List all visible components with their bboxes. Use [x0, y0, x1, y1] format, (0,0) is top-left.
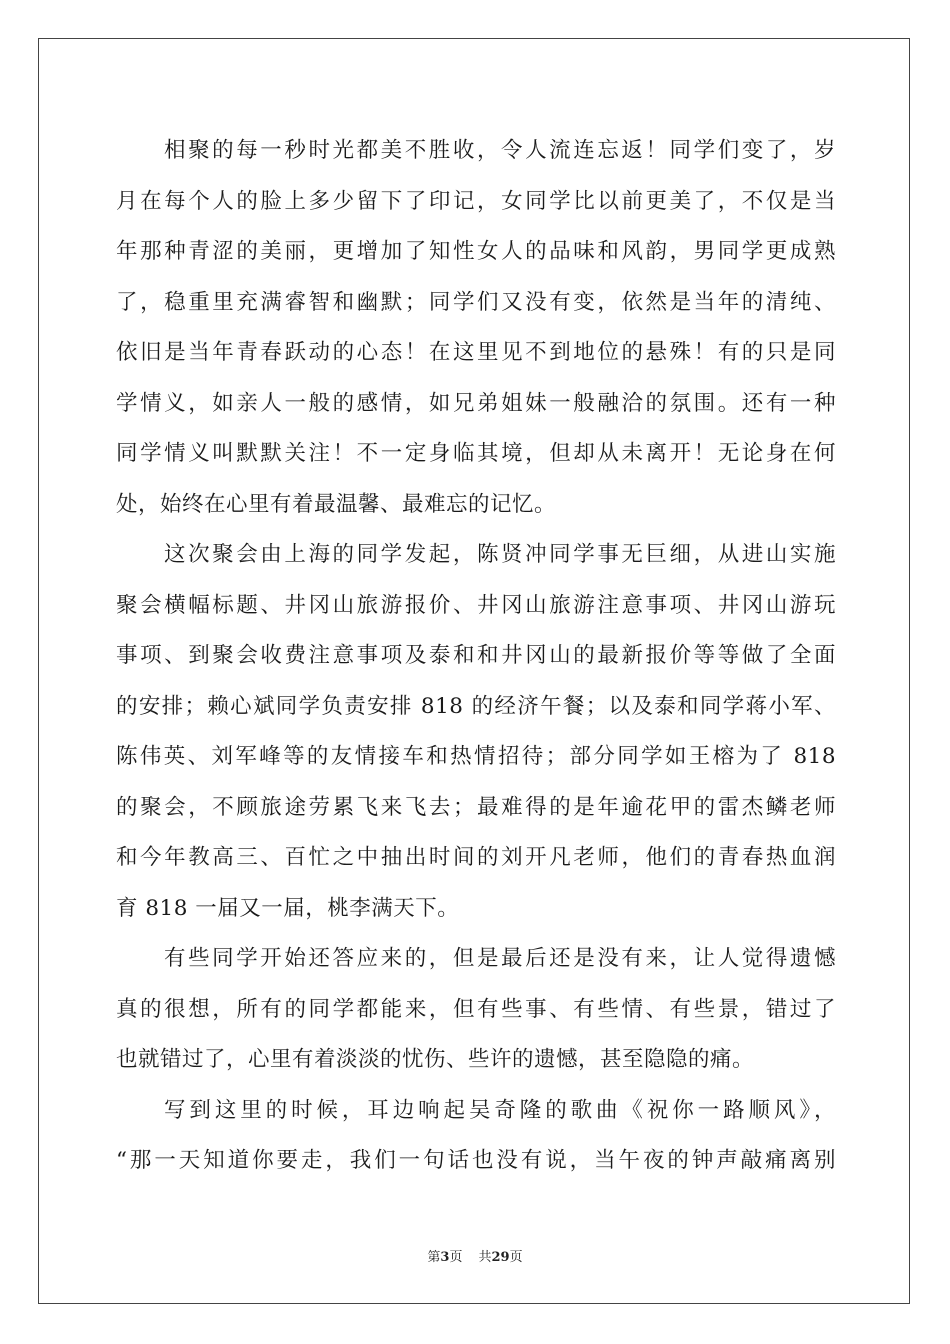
text-line: 陈伟英、刘军峰等的友情接车和热情招待；部分同学如王榕为了 818 — [116, 744, 836, 769]
total-unit: 页 — [509, 1250, 523, 1265]
text-line: 真的很想，所有的同学都能来，但有些事、有些情、有些景，错过了 — [116, 996, 836, 1022]
total-page-count: 29 — [491, 1250, 510, 1265]
text-line: 育 818 一届又一届，桃李满天下。 — [116, 895, 460, 921]
total-prefix: 共 — [478, 1250, 492, 1265]
text-line: 相聚的每一秒时光都美不胜收，令人流连忘返！同学们变了，岁 — [164, 138, 836, 163]
text-line: 了，稳重里充满睿智和幽默；同学们又没有变，依然是当年的清纯、 — [116, 289, 836, 315]
text-line: 写到这里的时候，耳边响起吴奇隆的歌曲《祝你一路顺风》， — [164, 1097, 836, 1123]
page-unit: 页 — [449, 1250, 463, 1265]
paragraph-4 — [116, 1086, 836, 1187]
text-line: 月在每个人的脸上多少留下了印记，女同学比以前更美了，不仅是当 — [116, 188, 836, 214]
paragraph-1 — [116, 126, 836, 530]
page-prefix: 第 — [427, 1250, 441, 1265]
text-line: 这次聚会由上海的同学发起，陈贤冲同学事无巨细，从进山实施 — [164, 542, 836, 567]
text-line: 有些同学开始还答应来的，但是最后还是没有来，让人觉得遗憾 — [164, 946, 836, 971]
text-line: 的聚会，不顾旅途劳累飞来飞去；最难得的是年逾花甲的雷杰鳞老师 — [116, 794, 836, 820]
paragraph-2 — [116, 530, 836, 934]
text-line: 处，始终在心里有着最温馨、最难忘的记忆。 — [116, 491, 557, 517]
text-line: 学情义，如亲人一般的感情，如兄弟姐妹一般融洽的氛围。还有一种 — [116, 390, 836, 416]
text-line: “那一天知道你要走，我们一句话也没有说，当午夜的钟声敲痛离别 — [116, 1148, 836, 1173]
text-line: 事项、到聚会收费注意事项及泰和和井冈山的最新报价等等做了全面 — [116, 643, 836, 668]
text-line: 的安排；赖心斌同学负责安排 818 的经济午餐；以及泰和同学蒋小军、 — [116, 693, 836, 719]
current-page-number: 3 — [440, 1250, 450, 1265]
text-line: 同学情义叫默默关注！不一定身临其境，但却从未离开！无论身在何 — [116, 441, 836, 466]
text-line: 依旧是当年青春跃动的心态！在这里见不到地位的悬殊！有的只是同 — [116, 340, 836, 365]
page-footer — [0, 1246, 950, 1265]
text-line: 也就错过了，心里有着淡淡的忧伤、些许的遗憾，甚至隐隐的痛。 — [116, 1047, 755, 1072]
document-body — [116, 126, 836, 1187]
text-line: 和今年教高三、百忙之中抽出时间的刘开凡老师，他们的青春热血润 — [116, 845, 836, 870]
text-line: 聚会横幅标题、井冈山旅游报价、井冈山旅游注意事项、井冈山游玩 — [116, 592, 836, 618]
text-line: 年那种青涩的美丽，更增加了知性女人的品味和风韵，男同学更成熟 — [116, 239, 836, 264]
paragraph-3 — [116, 934, 836, 1086]
